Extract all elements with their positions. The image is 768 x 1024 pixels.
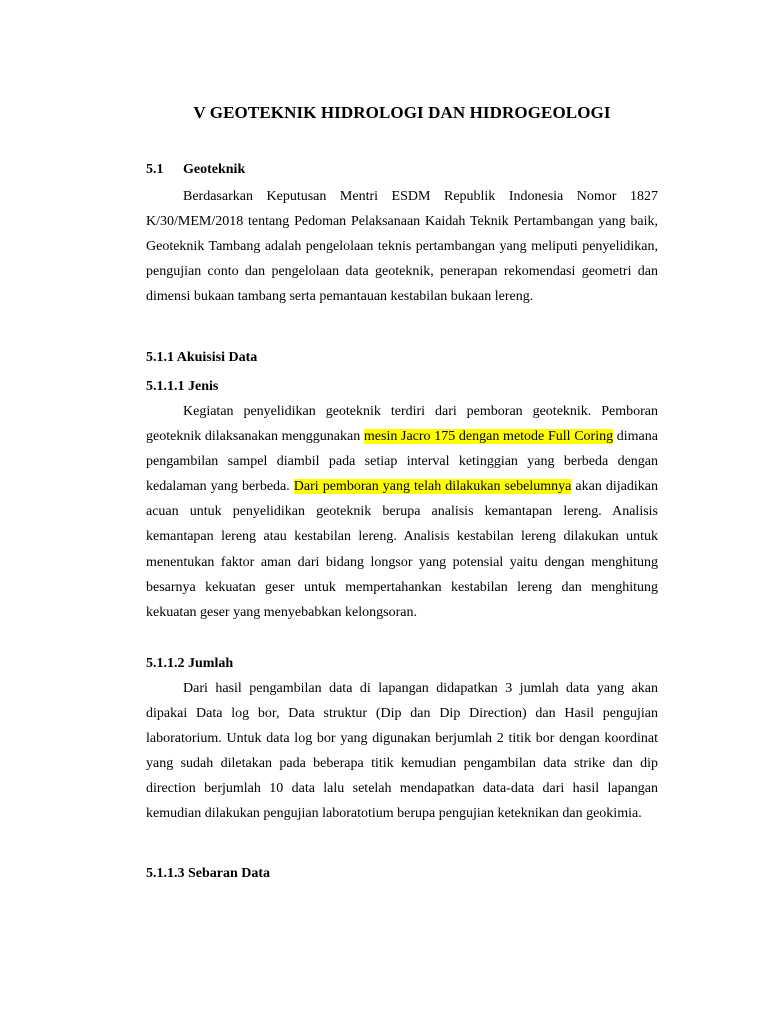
paragraph-jumlah: Dari hasil pengambilan data di lapangan didapatkan 3 jumlah data yang akan dipakai Data log bor, Data struktur (Dip dan Dip Direction) dan Hasil pengujian laboratorium. Untuk data log bor yang digunakan berjumlah 2 titik bor dengan koordinat yang sudah diletakan pada beberapa titik kemudian pengambilan data strike dan dip direction berjumlah 10 data lalu setelah mendapatkan data-data dari hasil lapangan kemudian dilakukan pengujian laboratotium berupa pengujian keteknikan dan geokimia. (146, 681, 658, 822)
paragraph-jenis (146, 399, 658, 625)
section-heading-5-1-1-2: 5.1.1.2 Jumlah (146, 656, 234, 671)
highlighted-text: mesin Jacro 175 dengan metode Full Coring (363, 429, 614, 445)
paragraph-text: Kegiatan penyelidikan geoteknik terdiri dari pemboran geoteknik. Pemboran geoteknik dilaksanakan menggunakan (146, 404, 658, 445)
highlighted-text: Dari pemboran yang telah dilakukan sebelumnya (293, 479, 572, 495)
paragraph-text: dimana pengambilan sampel diambil pada setiap interval ketinggian yang berbeda dengan kedalaman yang berbeda. (146, 429, 658, 495)
paragraph-geoteknik: Berdasarkan Keputusan Mentri ESDM Republik Indonesia Nomor 1827 K/30/MEM/2018 tentang Pedoman Pelaksanaan Kaidah Teknik Pertambangan yang baik, Geoteknik Tambang adalah pengelolaan teknis pertambangan yang meliputi penyelidikan, pengujian conto dan pengelolaan data geoteknik, penerapan rekomendasi geometri dan dimensi bukaan tambang serta pemantauan kestabilan bukaan lereng. (146, 189, 658, 305)
section-heading-5-1-1-3: 5.1.1.3 Sebaran Data (146, 866, 271, 881)
section-heading-5-1 (146, 162, 245, 178)
section-title: Geoteknik (183, 162, 246, 177)
section-heading-5-1-1: 5.1.1 Akuisisi Data (146, 350, 258, 365)
section-heading-5-1-1-1: 5.1.1.1 Jenis (146, 379, 219, 394)
chapter-title: V GEOTEKNIK HIDROLOGI DAN HIDROGEOLOGI (193, 103, 611, 122)
paragraph-text: akan dijadikan acuan untuk penyelidikan geoteknik berupa analisis kemantapan lereng. Analisis kemantapan lereng atau kestabilan lereng. Analisis kestabilan lereng dilakukan untuk menentukan faktor aman dari bidang longsor yang potensial yaitu dengan menghitung besarnya kekuatan geser untuk mempertahankan kestabilan lereng dan menghitung kekuatan geser yang menyebabkan kelongsoran. (146, 479, 659, 620)
section-number: 5.1 (146, 162, 164, 177)
